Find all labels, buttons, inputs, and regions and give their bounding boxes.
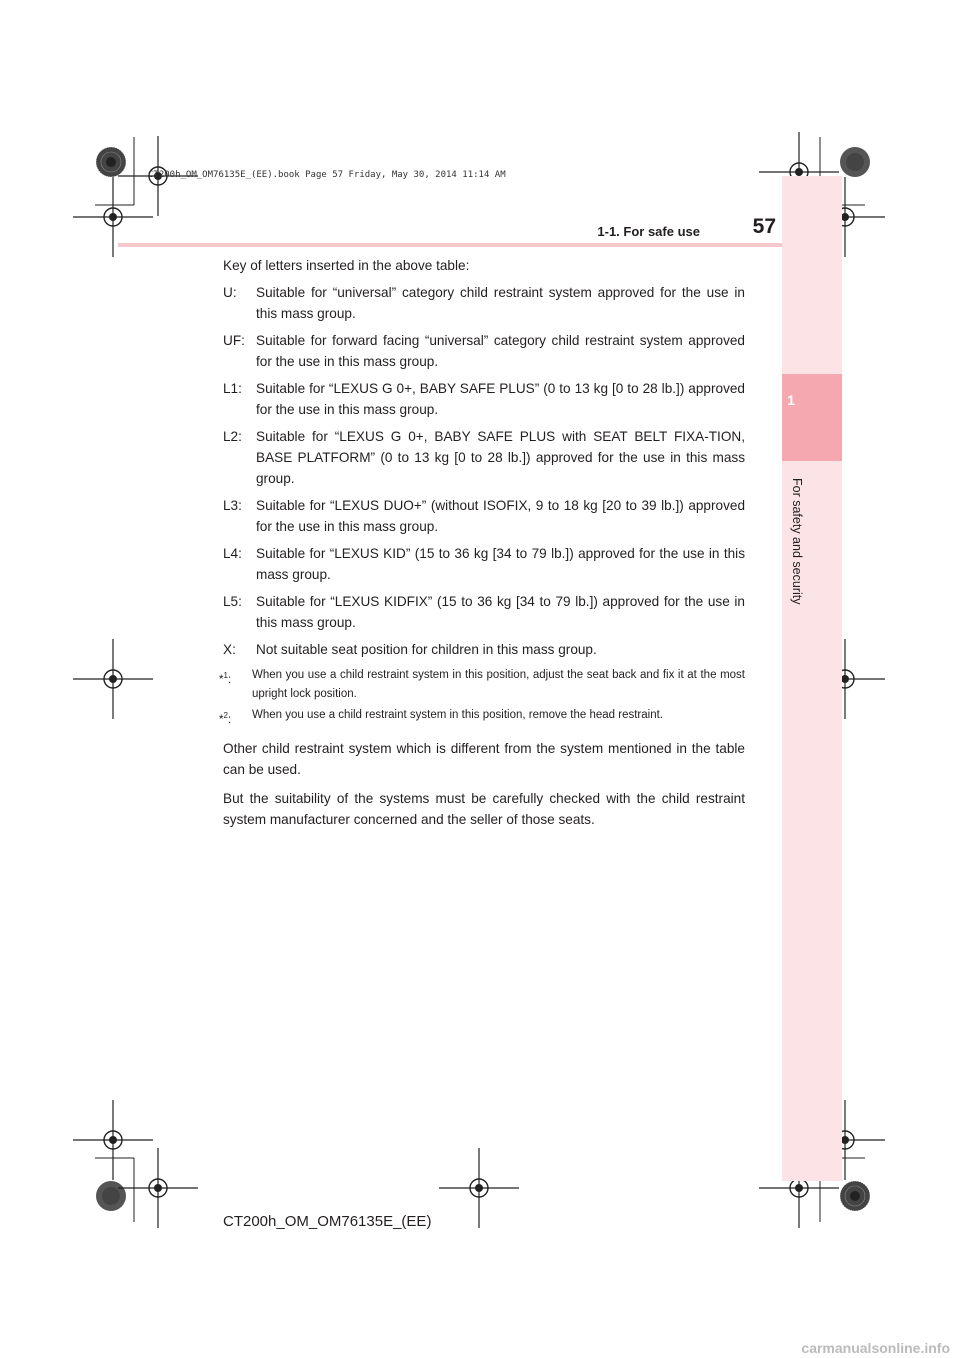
- key-term: L2:: [223, 429, 242, 444]
- key-item: [223, 330, 745, 372]
- key-term: L5:: [223, 594, 242, 609]
- key-term: X:: [223, 642, 236, 657]
- key-term: L1:: [223, 381, 242, 396]
- key-term: L3:: [223, 498, 242, 513]
- registration-cross-bottom-left: [73, 1100, 153, 1180]
- key-term: L4:: [223, 546, 242, 561]
- footnote-text: When you use a child restraint system in this position, remove the head restraint.: [252, 709, 664, 721]
- chapter-side-band: [782, 176, 842, 1181]
- body-paragraph: But the suitability of the systems must be carefully checked with the child restraint system manufacturer concerned and the seller of those seats.: [223, 790, 745, 827]
- key-item: [223, 426, 745, 489]
- key-list: [223, 282, 745, 660]
- header-rule: [118, 243, 782, 247]
- key-term: UF:: [223, 333, 245, 348]
- footnote-number: 2: [223, 711, 228, 720]
- key-description: Suitable for “universal” category child restraint system approved for the use in this mass group.: [256, 285, 745, 321]
- key-description: Not suitable seat position for children in this mass group.: [256, 642, 597, 657]
- key-term: U:: [223, 285, 237, 300]
- key-intro: Key of letters inserted in the above table:: [223, 258, 470, 273]
- section-title: 1-1. For safe use: [597, 224, 700, 239]
- footnote: [219, 706, 745, 730]
- key-description: Suitable for “LEXUS G 0+, BABY SAFE PLUS” (0 to 13 kg [0 to 28 lb.]) approved for the use in this mass group.: [256, 381, 745, 417]
- key-description: Suitable for “LEXUS KID” (15 to 36 kg [34 to 79 lb.]) approved for the use in this mass group.: [256, 546, 745, 582]
- key-item: [223, 378, 745, 420]
- chapter-tab: [782, 374, 842, 461]
- key-item: [223, 591, 745, 633]
- registration-dot-top-right: [840, 147, 870, 177]
- key-description: Suitable for “LEXUS DUO+” (without ISOFIX, 9 to 18 kg [20 to 39 lb.]) approved for the use in this mass group.: [256, 498, 745, 534]
- registration-dot-bottom-left: [96, 1181, 126, 1211]
- footnote-colon: :: [227, 673, 232, 686]
- registration-star-top-left: [96, 147, 126, 177]
- key-item: [223, 282, 745, 324]
- footnote-asterisk: *: [219, 673, 224, 686]
- footnote-colon: :: [227, 713, 232, 726]
- key-item: [223, 543, 745, 585]
- chapter-number: 1: [787, 392, 795, 408]
- key-description: Suitable for “LEXUS KIDFIX” (15 to 36 kg [34 to 79 lb.]) approved for the use in this mass group.: [256, 594, 745, 630]
- key-item: [223, 495, 745, 537]
- footnote-marker: [219, 666, 252, 704]
- watermark: carmanualsonline.info: [801, 1340, 950, 1356]
- registration-star-bottom-right: [840, 1181, 870, 1211]
- registration-cross-mid-left: [73, 639, 153, 719]
- key-description: Suitable for “LEXUS G 0+, BABY SAFE PLUS with SEAT BELT FIXA-TION, BASE PLATFORM” (0 to 13 kg [0 to 28 lb.]) approved for the use in this mass group.: [256, 429, 745, 486]
- book-print-header: CT200h_OM_OM76135E_(EE).book Page 57 Friday, May 30, 2014 11:14 AM: [148, 170, 506, 180]
- page-footer: CT200h_OM_OM76135E_(EE): [223, 1213, 432, 1230]
- footnote-text: When you use a child restraint system in this position, adjust the seat back and fix it at the most upright lock position.: [252, 669, 745, 700]
- chapter-label: For safety and security: [790, 478, 804, 605]
- body-paragraphs: [223, 738, 745, 830]
- footnote-asterisk: *: [219, 713, 224, 726]
- page-content: [219, 255, 745, 830]
- footnote-list: [219, 666, 745, 730]
- footnote-marker: [219, 706, 252, 730]
- page-number: 57: [752, 215, 776, 238]
- footnote-number: 1: [223, 671, 228, 680]
- registration-cross-bottom-center: [439, 1148, 519, 1228]
- key-description: Suitable for forward facing “universal” category child restraint system approved for the use in this mass group.: [256, 333, 745, 369]
- registration-cross-bottom-left-inner: [118, 1148, 198, 1228]
- key-item: [223, 639, 745, 660]
- footnote: [219, 666, 745, 704]
- body-paragraph: Other child restraint system which is different from the system mentioned in the table can be used.: [223, 740, 745, 777]
